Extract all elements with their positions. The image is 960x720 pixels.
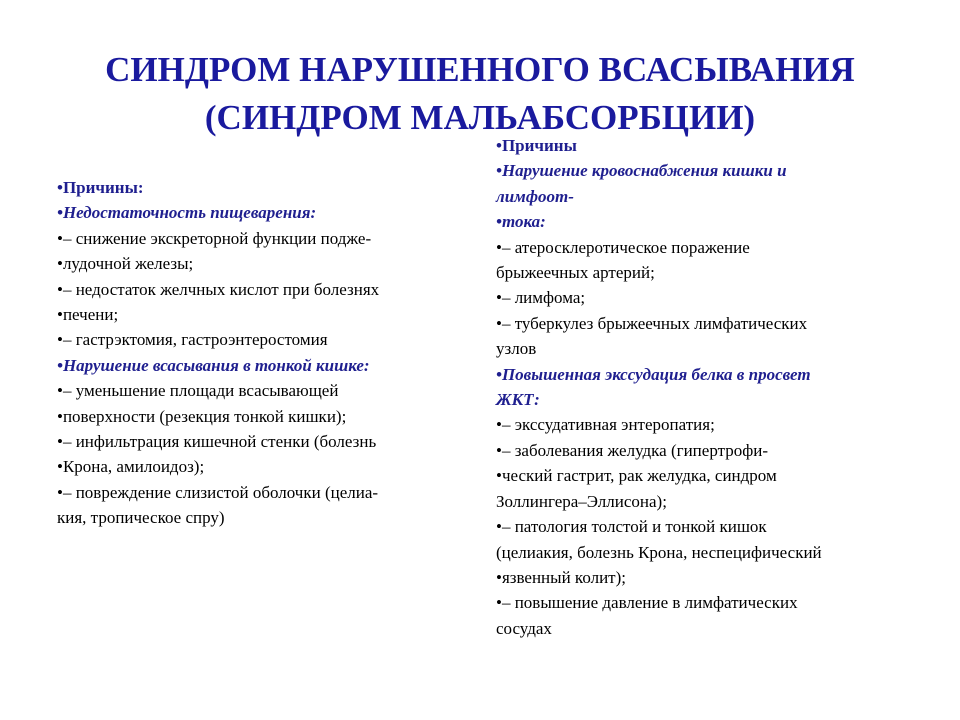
section-heading: •Нарушение всасывания в тонкой кишке: <box>57 355 370 375</box>
bullet-line: •– заболевания желудка (гипертрофи- <box>496 440 769 460</box>
slide-title-line-1: СИНДРОМ НАРУШЕННОГО ВСАСЫВАНИЯ <box>105 50 855 89</box>
bullet-line: •– повышение давление в лимфатических <box>496 593 798 613</box>
bullet-line: •– уменьшение площади всасывающей <box>57 381 339 401</box>
bullet-line: •– инфильтрация кишечной стенки (болезнь <box>57 432 377 452</box>
bullet-line: брыжеечных артерий; <box>496 263 655 283</box>
slide-title-line-2: (СИНДРОМ МАЛЬАБСОРБЦИИ) <box>204 98 756 137</box>
bullet-line: •лудочной железы; <box>57 254 194 274</box>
bullet-line: •– патология толстой и тонкой кишок <box>496 517 767 537</box>
left-text-column <box>57 175 467 531</box>
bullet-line: •– недостаток желчных кислот при болезнях <box>57 279 380 299</box>
bullet-line: •ческий гастрит, рак желудка, синдром <box>496 466 777 486</box>
section-heading: •Недостаточность пищеварения: <box>57 203 317 223</box>
bullet-line: (целиакия, болезнь Крона, неспецифический <box>496 542 822 562</box>
section-heading: лимфоот- <box>496 186 574 206</box>
slide-title <box>0 46 960 142</box>
section-heading: •Причины: <box>57 178 144 197</box>
bullet-line: узлов <box>496 339 537 359</box>
section-heading: ЖКТ: <box>496 390 540 410</box>
bullet-line: сосудах <box>496 618 552 638</box>
bullet-line: кия, тропическое спру) <box>57 508 225 528</box>
section-heading: •Повышенная экссудация белка в просвет <box>496 364 811 384</box>
bullet-line: •– снижение экскреторной функции подже- <box>57 228 372 248</box>
bullet-line: •язвенный колит); <box>496 567 626 587</box>
bullet-line: •– экссудативная энтеропатия; <box>496 415 715 435</box>
section-heading: •Нарушение кровоснабжения кишки и <box>496 161 787 181</box>
bullet-line: •Крона, амилоидоз); <box>57 457 205 477</box>
bullet-line: •– лимфома; <box>496 288 586 308</box>
bullet-line: •– гастрэктомия, гастроэнтеростомия <box>57 330 328 350</box>
bullet-line: •– повреждение слизистой оболочки (целиа- <box>57 482 379 502</box>
bullet-line: Золлингера–Эллисона); <box>496 491 667 511</box>
section-heading: •тока: <box>496 212 546 232</box>
bullet-line: •– туберкулез брыжеечных лимфатических <box>496 313 808 333</box>
bullet-line: •печени; <box>57 305 119 325</box>
section-heading: •Причины <box>496 136 577 155</box>
bullet-line: •– атеросклеротическое поражение <box>496 237 750 257</box>
bullet-line: •поверхности (резекция тонкой кишки); <box>57 406 347 426</box>
right-text-column <box>496 133 916 641</box>
